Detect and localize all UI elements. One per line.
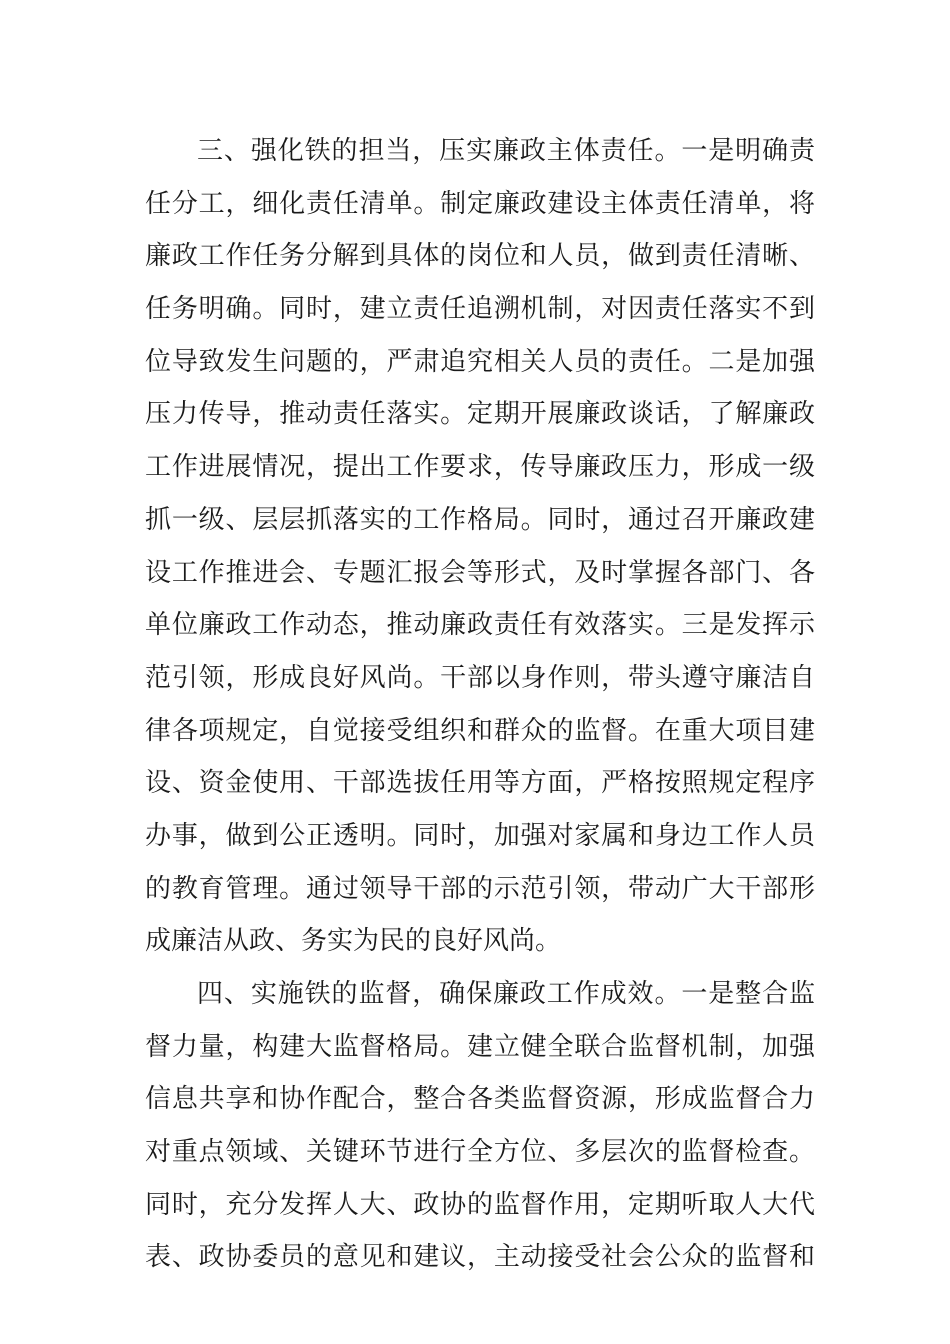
text-line: 抓一级、层层抓落实的工作格局。同时，通过召开廉政建 [145,504,815,535]
paragraph-section-three [145,125,815,968]
text-line: 同时，充分发挥人大、政协的监督作用，定期听取人大代 [145,1189,815,1220]
text-line: 督力量，构建大监督格局。建立健全联合监督机制，加强 [145,1031,815,1062]
text-line: 律各项规定，自觉接受组织和群众的监督。在重大项目建 [145,715,815,746]
text-line: 任分工，细化责任清单。制定廉政建设主体责任清单，将 [145,188,815,219]
text-line: 廉政工作任务分解到具体的岗位和人员，做到责任清晰、 [145,241,815,272]
text-line: 任务明确。同时，建立责任追溯机制，对因责任落实不到 [145,294,815,325]
text-line: 设、资金使用、干部选拔任用等方面，严格按照规定程序 [145,768,815,799]
text-line: 压力传导，推动责任落实。定期开展廉政谈话，了解廉政 [145,399,815,430]
text-line: 四、实施铁的监督，确保廉政工作成效。一是整合监 [197,979,815,1009]
text-line: 设工作推进会、专题汇报会等形式，及时掌握各部门、各 [145,557,815,588]
text-line: 单位廉政工作动态，推动廉政责任有效落实。三是发挥示 [145,610,815,641]
text-line: 工作进展情况，提出工作要求，传导廉政压力，形成一级 [145,452,815,483]
text-line: 信息共享和协作配合，整合各类监督资源，形成监督合力 [145,1084,815,1115]
text-line: 表、政协委员的意见和建议，主动接受社会公众的监督和 [145,1242,815,1273]
text-line: 办事，做到公正透明。同时，加强对家属和身边工作人员 [145,820,815,851]
text-line: 成廉洁从政、务实为民的良好风尚。 [145,926,562,957]
text-line: 的教育管理。通过领导干部的示范引领，带动广大干部形 [145,873,815,904]
text-line: 位导致发生问题的，严肃追究相关人员的责任。二是加强 [145,346,815,377]
paragraph-section-four [145,968,815,1284]
text-line: 范引领，形成良好风尚。干部以身作则，带头遵守廉洁自 [145,662,815,693]
text-line: 对重点领域、关键环节进行全方位、多层次的监督检查。 [145,1137,815,1168]
document-body [145,125,815,1284]
text-line: 三、强化铁的担当，压实廉政主体责任。一是明确责 [197,136,815,166]
